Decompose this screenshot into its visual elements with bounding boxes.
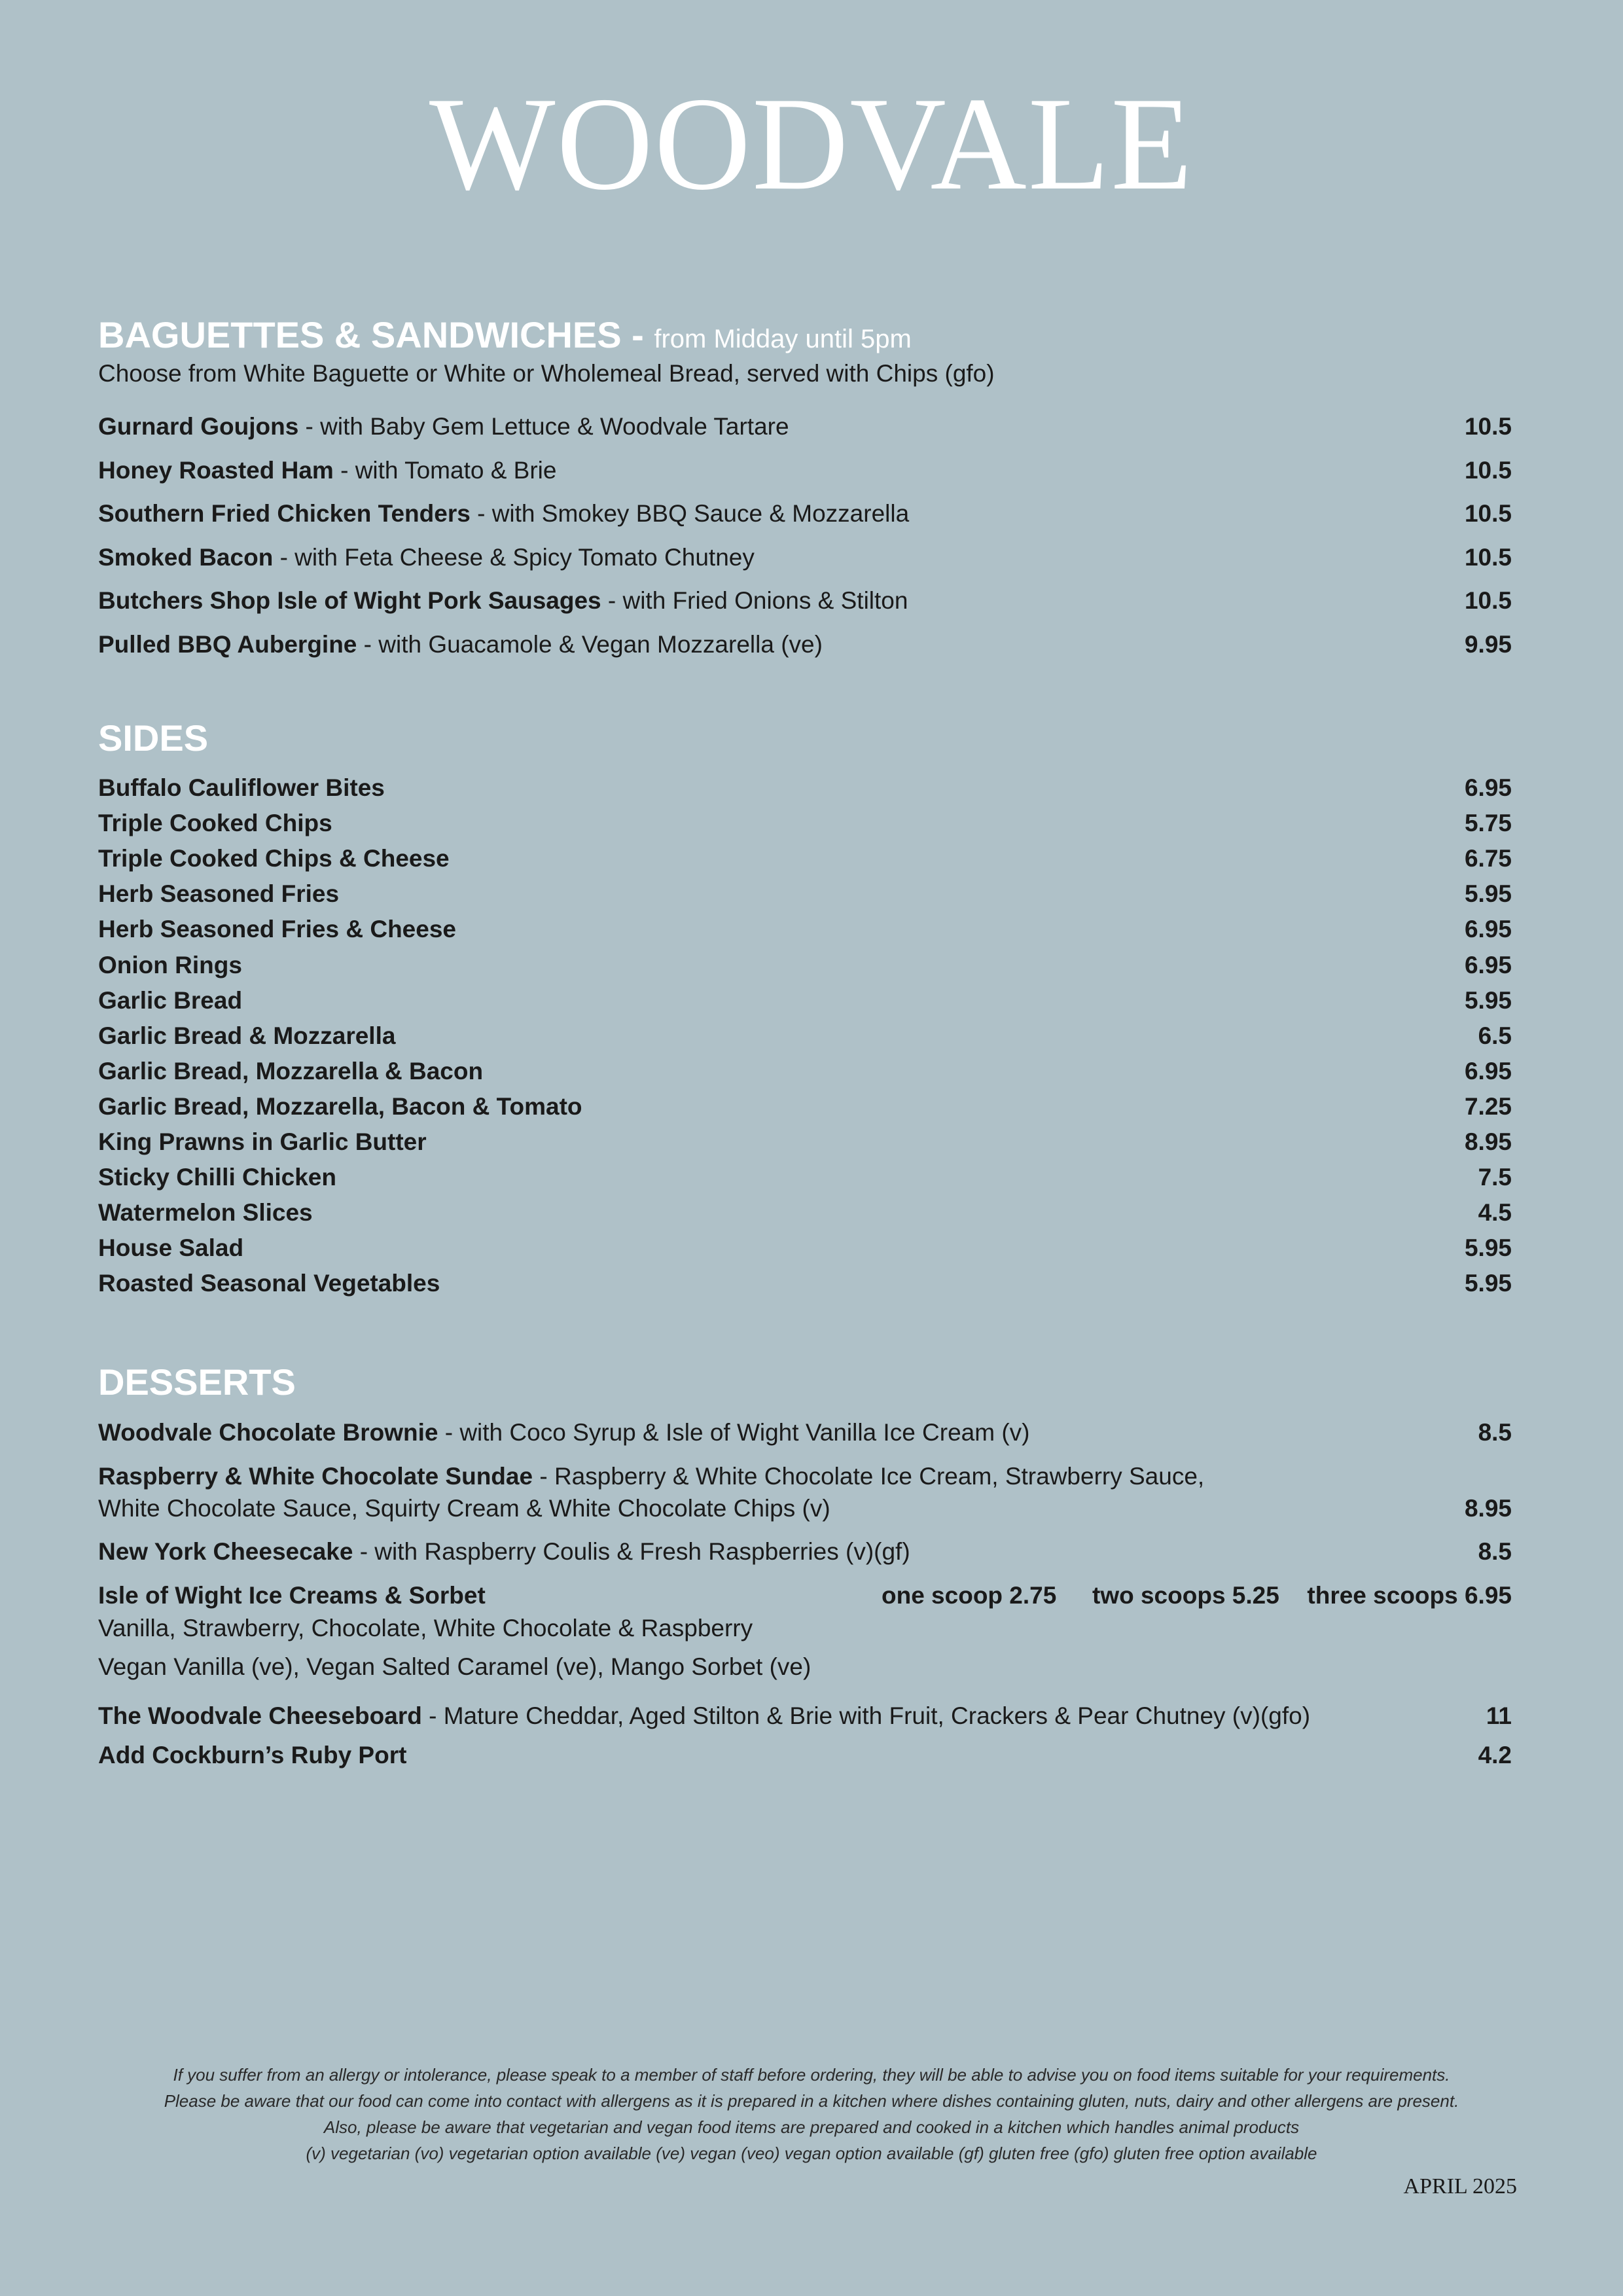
item-price: 11: [1486, 1702, 1512, 1729]
dessert-item-icecream: [98, 1583, 1525, 1607]
item-desc: - with Coco Syrup & Isle of Wight Vanilla Ice Cream (v): [438, 1419, 1030, 1446]
item-desc: - with Smokey BBQ Sauce & Mozzarella: [470, 500, 910, 528]
allergen-line: Please be aware that our food can come into contact with allergens as it is prepared in a kitchen where dishes containing gluten, nuts, dairy and other allergens are present.: [164, 2091, 1459, 2111]
item-price: 8.5: [1478, 1538, 1512, 1565]
dessert-item-sundae-line2: [98, 1496, 1525, 1520]
side-item: [98, 1094, 1525, 1119]
item-name: Triple Cooked Chips: [98, 810, 332, 837]
item-name: Gurnard Goujons: [98, 413, 299, 440]
item-price: 9.95: [1464, 631, 1512, 658]
item-name: Sticky Chilli Chicken: [98, 1164, 336, 1191]
item-name: Honey Roasted Ham: [98, 456, 334, 484]
dessert-item-cheesecake: [98, 1539, 1525, 1564]
item-name: Pulled BBQ Aubergine: [98, 631, 357, 658]
item-name: Isle of Wight Ice Creams & Sorbet: [98, 1582, 486, 1609]
allergen-line: If you suffer from an allergy or intolerance, please speak to a member of staff before ordering, they will be able to advise you on food items suitable for your requirements.: [173, 2065, 1450, 2085]
item-name: Onion Rings: [98, 951, 242, 978]
item-desc: - Raspberry & White Chocolate Ice Cream, Strawberry Sauce,: [533, 1463, 1205, 1490]
baguettes-heading-text: BAGUETTES & SANDWICHES -: [98, 314, 644, 355]
item-desc: - with Fried Onions & Stilton: [601, 587, 908, 615]
item-desc: - with Baby Gem Lettuce & Woodvale Tartare: [298, 413, 789, 440]
item-name: Add Cockburn’s Ruby Port: [98, 1742, 407, 1768]
item-name: Garlic Bread, Mozzarella & Bacon: [98, 1057, 484, 1085]
item-name: Watermelon Slices: [98, 1199, 313, 1227]
item-price: 6.95: [1464, 951, 1512, 978]
side-item: [98, 1271, 1525, 1295]
item-price: 5.95: [1464, 1234, 1512, 1262]
baguette-item: [98, 501, 1525, 526]
item-name: Triple Cooked Chips & Cheese: [98, 845, 450, 872]
item-name: Butchers Shop Isle of Wight Pork Sausages: [98, 587, 601, 615]
item-desc: - with Raspberry Coulis & Fresh Raspberries (v)(gf): [353, 1538, 910, 1565]
price-one-scoop: one scoop 2.75: [882, 1582, 1057, 1609]
baguette-item: [98, 632, 1525, 656]
side-item: [98, 1165, 1525, 1189]
item-price: 5.95: [1464, 986, 1512, 1014]
icecream-flavours: Vanilla, Strawberry, Chocolate, White Chocolate & Raspberry: [98, 1615, 753, 1641]
price-three-scoops: three scoops 6.95: [1307, 1582, 1512, 1609]
item-desc: - Mature Cheddar, Aged Stilton & Brie with Fruit, Crackers & Pear Chutney (v)(gfo): [421, 1702, 1311, 1729]
item-price: 7.25: [1464, 1092, 1512, 1120]
side-item: [98, 1200, 1525, 1225]
item-name: House Salad: [98, 1234, 244, 1262]
dessert-item-sundae: [98, 1464, 1525, 1488]
item-price: 4.2: [1478, 1742, 1512, 1768]
side-item: [98, 811, 1525, 835]
item-price: 6.5: [1478, 1022, 1512, 1049]
item-price: 8.95: [1464, 1128, 1512, 1155]
side-item: [98, 1236, 1525, 1260]
side-item: [98, 917, 1525, 941]
side-item: [98, 846, 1525, 870]
item-name: Herb Seasoned Fries: [98, 880, 340, 908]
item-name: Garlic Bread & Mozzarella: [98, 1022, 396, 1049]
item-name: Roasted Seasonal Vegetables: [98, 1270, 440, 1297]
side-item: [98, 1024, 1525, 1048]
baguette-item: [98, 588, 1525, 613]
item-name: Garlic Bread, Mozzarella, Bacon & Tomato: [98, 1092, 582, 1120]
item-name: King Prawns in Garlic Butter: [98, 1128, 427, 1155]
item-desc: - with Guacamole & Vegan Mozzarella (ve): [357, 631, 823, 658]
item-price: 5.95: [1464, 1270, 1512, 1297]
side-item: [98, 1059, 1525, 1083]
item-price: 5.95: [1464, 880, 1512, 908]
restaurant-title: WOODVALE: [429, 70, 1194, 218]
item-name: Woodvale Chocolate Brownie: [98, 1419, 438, 1446]
item-desc: - with Feta Cheese & Spicy Tomato Chutney: [273, 543, 755, 571]
item-price: 6.95: [1464, 774, 1512, 801]
allergen-notice: [0, 2062, 1623, 2166]
baguette-item: [98, 545, 1525, 569]
baguettes-hours: from Midday until 5pm: [654, 325, 912, 353]
item-price: 6.95: [1464, 916, 1512, 943]
baguette-item: [98, 458, 1525, 482]
item-price: 4.5: [1478, 1199, 1512, 1227]
desserts-heading: DESSERTS: [98, 1361, 296, 1403]
item-price: 5.75: [1464, 810, 1512, 837]
item-name: Smoked Bacon: [98, 543, 274, 571]
item-name: Buffalo Cauliflower Bites: [98, 774, 385, 801]
side-item: [98, 776, 1525, 800]
side-item: [98, 988, 1525, 1013]
side-item: [98, 882, 1525, 906]
item-name: The Woodvale Cheeseboard: [98, 1702, 422, 1729]
dietary-key: (v) vegetarian (vo) vegetarian option available (ve) vegan (veo) vegan option available (gf) gluten free (gfo) gluten free option available: [306, 2144, 1317, 2163]
item-price: 10.5: [1464, 543, 1512, 571]
side-item: [98, 1130, 1525, 1154]
item-price: 7.5: [1478, 1164, 1512, 1191]
item-price: 10.5: [1464, 500, 1512, 528]
baguette-item: [98, 414, 1525, 439]
dessert-item-cheeseboard: [98, 1704, 1525, 1728]
price-two-scoops: two scoops 5.25: [1092, 1582, 1279, 1609]
side-item: [98, 953, 1525, 977]
item-price: 10.5: [1464, 587, 1512, 615]
item-desc: White Chocolate Sauce, Squirty Cream & White Chocolate Chips (v): [98, 1495, 830, 1522]
item-name: Raspberry & White Chocolate Sundae: [98, 1463, 533, 1490]
item-price: 10.5: [1464, 456, 1512, 484]
item-price: 8.5: [1478, 1419, 1512, 1446]
item-name: Southern Fried Chicken Tenders: [98, 500, 471, 528]
item-price: 8.95: [1464, 1495, 1512, 1522]
menu-date: APRIL 2025: [1403, 2174, 1517, 2198]
icecream-vegan-flavours: Vegan Vanilla (ve), Vegan Salted Caramel (ve), Mango Sorbet (ve): [98, 1653, 812, 1680]
item-price: 6.95: [1464, 1057, 1512, 1085]
item-name: Herb Seasoned Fries & Cheese: [98, 916, 456, 943]
item-name: New York Cheesecake: [98, 1538, 353, 1565]
item-name: Garlic Bread: [98, 986, 243, 1014]
allergen-line: Also, please be aware that vegetarian and vegan food items are prepared and cooked in a kitchen which handles animal products: [323, 2117, 1300, 2137]
item-price: 6.75: [1464, 845, 1512, 872]
baguettes-subline: Choose from White Baguette or White or Wholemeal Bread, served with Chips (gfo): [98, 360, 995, 387]
baguettes-heading: [98, 314, 912, 355]
item-desc: - with Tomato & Brie: [333, 456, 557, 484]
sides-heading: SIDES: [98, 717, 209, 759]
item-price: 10.5: [1464, 413, 1512, 440]
dessert-item-port: [98, 1743, 1525, 1767]
dessert-item-brownie: [98, 1420, 1525, 1444]
